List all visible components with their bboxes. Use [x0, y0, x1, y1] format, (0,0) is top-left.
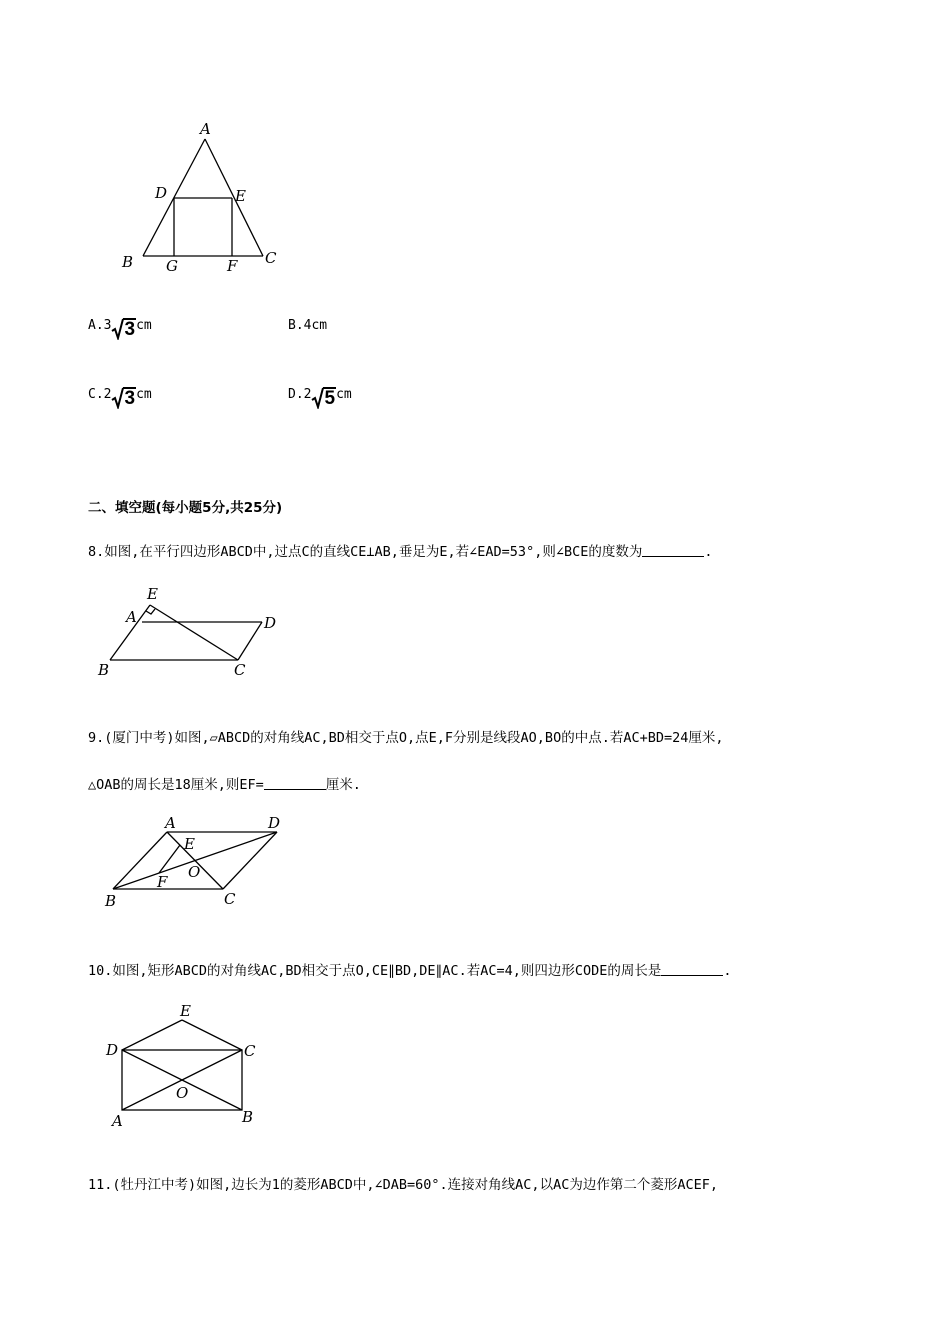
q9-label-b: B [105, 892, 117, 910]
q9-label-d: D [268, 814, 281, 832]
q7-figure [110, 115, 310, 285]
sqrt-symbol: 3 [111, 318, 136, 340]
answer-blank [661, 963, 723, 976]
q8-label-e: E [147, 585, 158, 603]
sqrt-symbol: 5 [311, 387, 336, 409]
answer-blank [264, 777, 326, 790]
q8-text: 8.如图,在平行四边形ABCD中,过点C的直线CE⊥AB,垂足为E,若∠EAD=53°,则∠BCE的度数为 . [88, 544, 713, 560]
q10-label-d: D [106, 1041, 119, 1059]
section-heading: 二、填空题(每小题5分,共25分) [88, 500, 283, 516]
q8-label-d: D [264, 614, 277, 632]
q8-label-c: C [234, 661, 246, 679]
q7-label-e: E [235, 187, 246, 205]
q10-label-b: B [242, 1108, 254, 1126]
q9-line2: △OAB的周长是18厘米,则EF= 厘米. [88, 777, 361, 793]
q9-label-f: F [157, 873, 168, 891]
q9-line1: 9.(厦门中考)如图,▱ABCD的对角线AC,BD相交于点O,点E,F分别是线段AO,BO的中点.若AC+BD=24厘米, [88, 730, 724, 746]
q7-label-d: D [155, 184, 168, 202]
q7-option-a: A.3 3cm [88, 318, 152, 340]
q7-option-c: C.2 3cm [88, 387, 152, 409]
q7-option-b: B.4cm [288, 318, 328, 333]
q7-label-c: C [265, 249, 277, 267]
q10-text: 10.如图,矩形ABCD的对角线AC,BD相交于点O,CE∥BD,DE∥AC.若AC=4,则四边形CODE的周长是 . [88, 963, 732, 979]
q9-label-c: C [224, 890, 236, 908]
q8-figure [90, 585, 290, 685]
q8-label-a: A [126, 608, 137, 626]
q7-label-a: A [200, 120, 211, 138]
q8-label-b: B [98, 661, 110, 679]
q10-label-a: A [112, 1112, 123, 1130]
q10-label-o: O [176, 1084, 189, 1102]
q7-label-g: G [166, 257, 178, 275]
answer-blank [642, 544, 704, 557]
q9-label-e: E [184, 835, 195, 853]
q10-label-e: E [180, 1002, 191, 1020]
sqrt-symbol: 3 [111, 387, 136, 409]
q11-text: 11.(牡丹江中考)如图,边长为1的菱形ABCD中,∠DAB=60°.连接对角线AC,以AC为边作第二个菱形ACEF, [88, 1177, 718, 1193]
q7-option-d: D.2 5cm [288, 387, 352, 409]
q7-label-f: F [227, 257, 238, 275]
q7-label-b: B [122, 253, 134, 271]
q9-label-a: A [165, 814, 176, 832]
q10-label-c: C [244, 1042, 256, 1060]
q10-figure [100, 1000, 270, 1135]
q9-figure [95, 812, 315, 912]
q9-label-o: O [188, 863, 201, 881]
